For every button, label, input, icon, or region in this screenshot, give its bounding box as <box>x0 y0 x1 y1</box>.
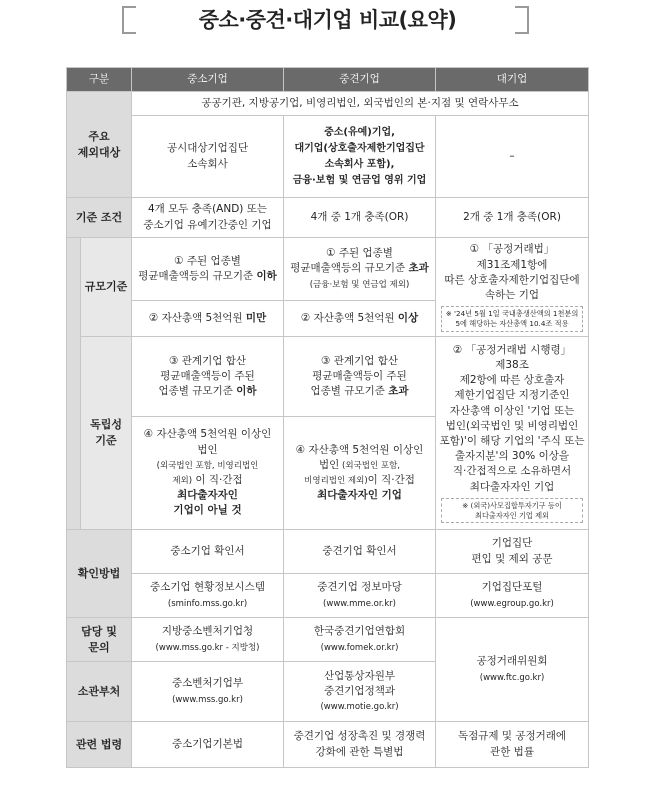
verify-row-1 <box>67 530 589 574</box>
verify-row-2 <box>67 574 589 618</box>
law-row <box>67 722 589 768</box>
independence-mid-4-text: ④ 자산총액 5천억원 이상인 법인 <box>295 443 424 471</box>
independence-mid-4-note: (외국법인 포함, 비영리법인 제외) <box>304 460 401 486</box>
criteria-row <box>67 198 589 238</box>
criteria-sme: 4개 모두 충족(AND) 또는 중소기업 유예기간중인 기업 <box>132 198 284 238</box>
size-sme-2-bold: 미만 <box>245 311 267 324</box>
independence-sme-3 <box>132 337 284 417</box>
verify-mid-2-text: 중견기업 정보마당 <box>317 581 402 594</box>
verify-large-2-url: (www.egroup.go.kr) <box>470 598 554 609</box>
size-sme-2-text: ② 자산총액 5천억원 <box>148 311 246 324</box>
size-sme-1-bold: 이하 <box>256 270 277 282</box>
independence-large-note: ※ (외국)사모집합투자기구 등이 최다출자자인 기업 제외 <box>441 498 583 523</box>
verify-sme-1: 중소기업 확인서 <box>132 530 284 574</box>
law-sme: 중소기업기본법 <box>132 722 284 768</box>
independence-sme-4-text-b: 이 직·간접 <box>192 474 243 486</box>
header-sme: 중소기업 <box>132 68 284 92</box>
size-mid-1-text: ① 주된 업종별 평균매출액등의 규모기준 <box>290 247 406 275</box>
contact-row <box>67 618 589 662</box>
contact-sme-text: 지방중소벤처기업청 <box>161 625 254 638</box>
size-large-1 <box>436 238 589 337</box>
verify-mid-2-url: (www.mme.or.kr) <box>323 598 396 609</box>
comparison-table <box>66 67 589 768</box>
contact-large <box>436 618 589 722</box>
exclusion-label: 주요 제외대상 <box>67 92 132 198</box>
independence-mid-4-bold: 최다출자자인 기업 <box>317 489 402 502</box>
criteria-label: 기준 조건 <box>67 198 132 238</box>
exclusion-large: – <box>436 116 589 198</box>
contact-sme <box>132 618 284 662</box>
contact-mid-url: (www.fomek.or.kr) <box>320 642 399 653</box>
law-label: 관련 법령 <box>67 722 132 768</box>
size-row-1 <box>67 238 589 301</box>
contact-label: 담당 및 문의 <box>67 618 132 662</box>
exclusion-sme: 공시대상기업집단 소속회사 <box>132 116 284 198</box>
size-mid-1-bold: 초과 <box>408 262 429 275</box>
ministry-sme-url: (www.mss.go.kr) <box>172 694 243 705</box>
verify-label: 확인방법 <box>67 530 132 618</box>
independence-row-1 <box>67 337 589 417</box>
verify-sme-2-url: (sminfo.mss.go.kr) <box>167 598 248 609</box>
size-mid-2-bold: 이상 <box>397 311 419 324</box>
law-mid: 중견기업 성장촉진 및 경쟁력 강화에 관한 특별법 <box>284 722 436 768</box>
title-area <box>0 0 655 40</box>
independence-mid-3-bold: 초과 <box>388 385 409 398</box>
independence-large <box>436 337 589 530</box>
size-sme-1 <box>132 238 284 301</box>
verify-mid-2 <box>284 574 436 618</box>
independence-label: 독립성 기준 <box>81 337 132 530</box>
independence-mid-3-text: ③ 관계기업 합산 평균매출액등이 주된 업종별 규모기준 <box>310 354 407 398</box>
size-mid-2-text: ② 자산총액 5천억원 <box>300 311 398 324</box>
contact-sme-url: (www.mss.go.kr - 지방청) <box>155 642 260 653</box>
independence-sme-4-bold: 최다출자자인 기업이 아닐 것 <box>173 489 242 517</box>
size-sme-2 <box>132 301 284 337</box>
size-mid-1-note: (금융·보험 및 연금업 제외) <box>309 279 410 290</box>
verify-mid-1: 중견기업 확인서 <box>284 530 436 574</box>
contact-mid <box>284 618 436 662</box>
ministry-mid-text: 산업통상자원부 중견기업정책과 <box>324 669 396 697</box>
verify-sme-2 <box>132 574 284 618</box>
independence-sme-4-note: (외국법인 포함, 비영리법인 제외) <box>156 460 259 486</box>
page-title: 중소·중견·대기업 비교(요약) <box>198 8 457 32</box>
independence-large-text: ② 「공정거래법 시행령」제38조 제2항에 따른 상호출자 제한기업집단 지정기준인 자산총액 이상인 '기업 또는 법인(외국법인 및 비영리법인 포함)'이 해당 기업의 '주식 또는 출자지분'의 30% 이상을 직·간접적으로 소유하면서 최다출자자인 기업 <box>439 343 585 493</box>
independence-sme-4 <box>132 417 284 530</box>
ministry-sme <box>132 662 284 722</box>
header-category: 구분 <box>67 68 132 92</box>
verify-sme-2-text: 중소기업 현황정보시스템 <box>150 581 265 594</box>
size-large-1-text: ① 「공정거래법」제31조제1항에 따른 상호출자제한기업집단에 속하는 기업 <box>444 243 580 301</box>
exclusion-row <box>67 116 589 198</box>
contact-mid-text: 한국중견기업연합회 <box>313 625 406 638</box>
criteria-mid: 4개 중 1개 충족(OR) <box>284 198 436 238</box>
size-sme-1-text: ① 주된 업종별 평균매출액등의 규모기준 <box>138 254 254 282</box>
verify-large-2 <box>436 574 589 618</box>
independence-mid-4-text-b: 이 직·간접 <box>367 474 415 486</box>
ministry-mid <box>284 662 436 722</box>
law-large: 독점규제 및 공정거래에 관한 법률 <box>436 722 589 768</box>
independence-sme-4-text: ④ 자산총액 5천억원 이상인 법인 <box>143 428 272 456</box>
right-bracket <box>515 6 529 34</box>
verify-large-2-text: 기업집단포털 <box>481 581 543 594</box>
ministry-sme-text: 중소벤처기업부 <box>172 677 244 690</box>
size-large-1-note: ※ '24년 5월 1일 국내총생산액의 1천분의 5에 해당하는 자산총액 10.4조 적용 <box>441 306 583 331</box>
criteria-large: 2개 중 1개 충족(OR) <box>436 198 589 238</box>
exclusion-mid: 중소(유예)기업, 대기업(상호출자제한기업집단 소속회사 포함), 금융·보험 및 연금업 영위 기업 <box>284 116 436 198</box>
contact-large-url: (www.ftc.go.kr) <box>479 672 545 683</box>
ministry-label: 소관부처 <box>67 662 132 722</box>
contact-large-text: 공정거래위원회 <box>476 655 548 668</box>
exclusion-common: 공공기관, 지방공기업, 비영리법인, 외국법인의 본·지점 및 연락사무소 <box>132 92 589 116</box>
independence-mid-3 <box>284 337 436 417</box>
size-mid-1 <box>284 238 436 301</box>
independence-sme-3-bold: 이하 <box>236 385 257 398</box>
size-label: 규모기준 <box>81 238 132 337</box>
exclusion-row-common <box>67 92 589 116</box>
independence-mid-4 <box>284 417 436 530</box>
independence-sme-3-text: ③ 관계기업 합산 평균매출액등이 주된 업종별 규모기준 <box>158 354 255 398</box>
header-row <box>67 68 589 92</box>
left-bracket <box>122 6 136 34</box>
header-large: 대기업 <box>436 68 589 92</box>
header-mid: 중견기업 <box>284 68 436 92</box>
size-mid-2 <box>284 301 436 337</box>
ministry-mid-url: (www.motie.go.kr) <box>320 702 399 713</box>
verify-large-1: 기업집단 편입 및 제외 공문 <box>436 530 589 574</box>
criteria-indent <box>67 238 81 530</box>
